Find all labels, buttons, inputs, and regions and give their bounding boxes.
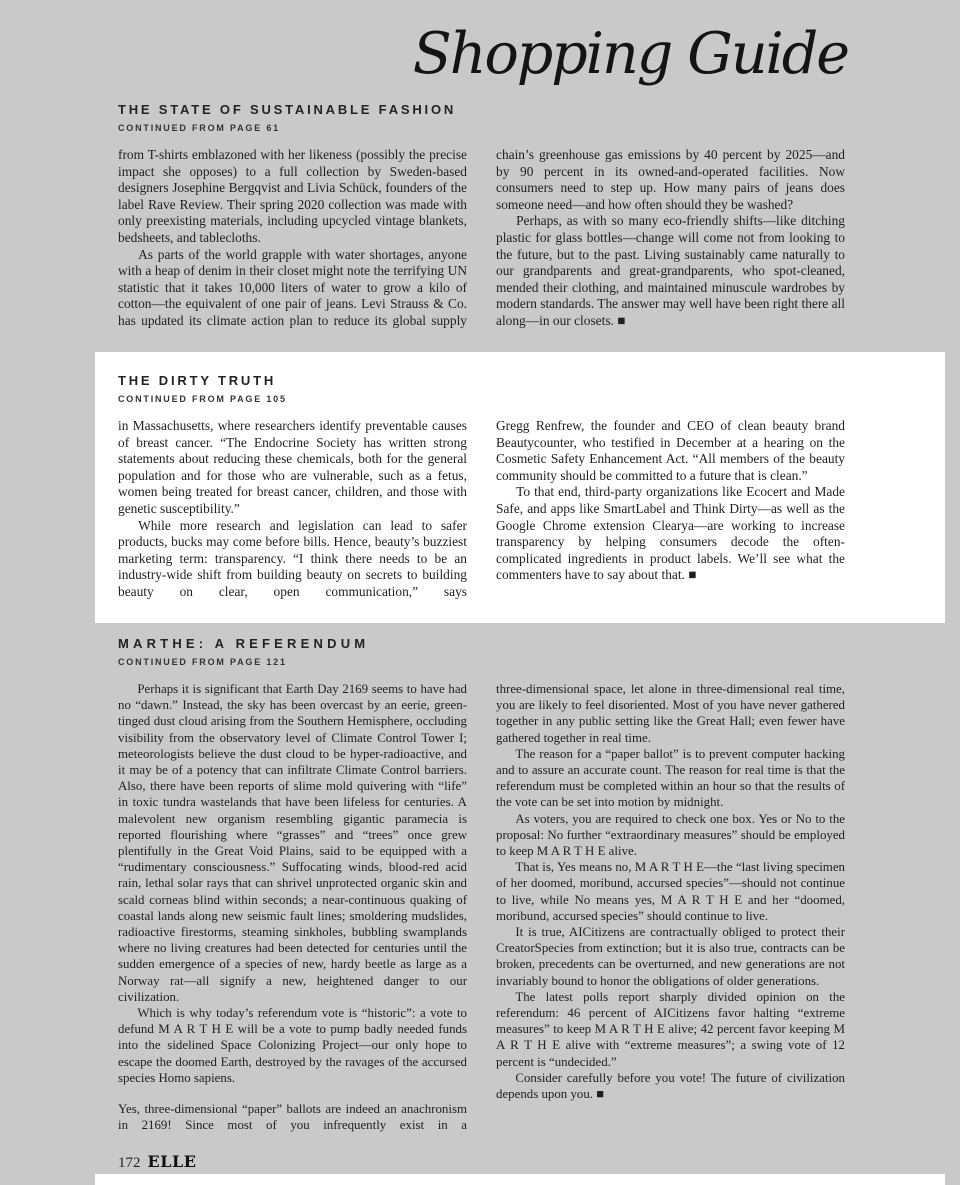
article-paragraph: While more research and legislation can lead to safer products, bucks may come before bills. Hence, beauty’s buzziest marketing term: transparency. “I think there needs to be an industry-wide shift from building beauty on secrets to building beauty on clear, open communication,” says — [118, 517, 467, 599]
article-title: MARTHE: A REFERENDUM — [118, 636, 370, 651]
article-paragraph: It is true, AICitizens are contractually obliged to protect their CreatorSpecies from extinction; but it is also true, contracts can be broken, precedents can be overturned, and new generations are not invariably bound to honor the obligations of older generations. — [496, 925, 845, 988]
page-number: 172 — [118, 1155, 141, 1171]
article-paragraph: Perhaps, as with so many eco-friendly shifts—like ditching plastic for glass bottles—change will come not from looking to the future, but to the past. Living sustainably came naturally to our grandparents and great-grandparents, who spot-cleaned, mended their clothing, and maintained minuscule wardrobes by modern standards. The answer may well have been right there all along—in our closets. ■ — [496, 213, 845, 328]
article-paragraph: As voters, you are required to check one box. Yes or No to the proposal: No further “extraordinary measures” should be employed to keep M A R T H E alive. — [496, 811, 845, 859]
continued-from-label: CONTINUED FROM PAGE 121 — [118, 657, 287, 667]
article-paragraph: three-dimensional space, let alone in three-dimensional real time, you are likely to feel disoriented. Most of you have never gathered together in any public setting like the Great Hall; even fewer have gathered together in real time. — [496, 682, 845, 745]
article-column-left — [118, 418, 467, 601]
article-paragraph: The reason for a “paper ballot” is to prevent computer hacking and to assure an accurate count. The reason for real time is that the referendum must be completed within an hour so that the results of the vote can be set into motion by midnight. — [496, 746, 845, 810]
article-title: THE DIRTY TRUTH — [118, 373, 277, 388]
article-column-left — [118, 681, 467, 1133]
article-columns — [118, 681, 845, 1133]
article-title: THE STATE OF SUSTAINABLE FASHION — [118, 102, 457, 117]
section-dirty-truth — [118, 373, 845, 601]
bottom-rule — [95, 1174, 945, 1185]
article-column-right — [496, 418, 845, 601]
article-columns — [118, 147, 845, 330]
article-paragraph: Consider carefully before you vote! The future of civilization depends upon you. ■ — [496, 1070, 845, 1102]
continued-from-label: CONTINUED FROM PAGE 105 — [118, 394, 287, 404]
article-column-right — [496, 147, 845, 330]
article-column-right — [496, 681, 845, 1133]
continued-from-label: CONTINUED FROM PAGE 61 — [118, 123, 280, 133]
section-marthe-referendum — [118, 636, 845, 1133]
elle-logo: ELLE — [147, 1152, 197, 1171]
article-columns — [118, 418, 845, 601]
article-paragraph: from T-shirts emblazoned with her likeness (possibly the precise impact she opposes) to a full collection by Sweden-based designers Josephine Bergqvist and Livia Schück, founders of the label Rave Review. Their spring 2020 collection was made with only preexisting materials, including upcycled vintage blankets, bedsheets, and tablecloths. — [118, 147, 467, 245]
article-paragraph: Perhaps it is significant that Earth Day 2169 seems to have had no “dawn.” Instead, the sky has been overcast by an eerie, green-tinged dust cloud arising from the Southern Hemisphere, occluding visibility from the observatory level of Climate Control Tower I; meteorologists believe the dust cloud to be hyper-radioactive, and it may be of a potency that can infiltrate Climate Control barriers. Also, there have been reports of slime mold quivering with “life” in toxic tundra wastelands that have been lifeless for centuries. A malevolent new organism resembling gigantic paramecia is reported flourishing where “grasses” and “trees” once grew plentifully in the Great Void Plains, said to be equipped with a “rudimentary consciousness.” Suffocating winds, blood-red acid rain, lethal solar rays that can shrivel unprotected organic skin and scald corneas blind within seconds; a near-continuous quaking of coastal lands along new seismic fault lines; smoldering mudslides, radioactive firestorms, steaming sinkholes, bubbling swamplands where no living creatures had been detected for centuries until the sudden emergence of a species of new, hardy beetle as large as a Norway rat—all signify a new, heightened danger to our civilization. — [118, 682, 467, 1004]
article-paragraph: Yes, three-dimensional “paper” ballots are indeed an anachronism in 2169! Since most of you infrequently exist in a — [118, 1102, 467, 1133]
article-paragraph: Gregg Renfrew, the founder and CEO of clean beauty brand Beautycounter, who testified in December at a hearing on the Cosmetic Safety Enhancement Act. “All members of the beauty community should be committed to a future that is clean.” — [496, 418, 845, 483]
masthead-title: Shopping Guide — [412, 21, 848, 87]
article-paragraph: chain’s greenhouse gas emissions by 40 percent by 2025—and by 90 percent in its owned-and-operated facilities. Now consumers need to step up. How many pairs of jeans does someone need—and how often should they be washed? — [496, 147, 845, 212]
article-paragraph: To that end, third-party organizations like Ecocert and Made Safe, and apps like SmartLabel and Think Dirty—as well as the Google Chrome extension Clearya—are working to increase transparency by helping consumers decode the often-complicated ingredients in product labels. We’ll see what the commenters have to say about that. ■ — [496, 484, 845, 583]
page-footer — [118, 1152, 196, 1172]
article-paragraph: Which is why today’s referendum vote is “historic”: a vote to defund M A R T H E will be a vote to pump badly needed funds into the sidelined Space Colonizing Project—our only hope to escape the doomed Earth, destroyed by the ravages of the accursed species Homo sapiens. — [118, 1006, 467, 1085]
article-column-left — [118, 147, 467, 330]
section-sustainable-fashion — [118, 102, 845, 330]
article-paragraph: in Massachusetts, where researchers identify preventable causes of breast cancer. “The Endocrine Society has written strong statements about reducing these chemicals, both for the general population and for those who are vulnerable, such as a fetus, women being treated for breast cancer, children, and those with genetic susceptibility.” — [118, 418, 467, 516]
highlight-panel — [95, 352, 945, 623]
article-paragraph: The latest polls report sharply divided opinion on the referendum: 46 percent of AICitizens favor halting “extreme measures” to keep M A R T H E alive; 42 percent favor keeping M A R T H E alive with “extreme measures”; a swing vote of 12 percent is “undecided.” — [496, 989, 845, 1069]
article-paragraph: As parts of the world grapple with water shortages, anyone with a heap of denim in their closet might note the terrifying UN statistic that it takes 10,000 liters of water to grow a kilo of cotton—the equivalent of one pair of jeans. Levi Strauss & Co. has updated its climate action plan to reduce its global supply — [118, 246, 467, 328]
article-paragraph: That is, Yes means no, M A R T H E—the “last living specimen of her doomed, moribund, accursed species”—should not continue to live, while No means yes, M A R T H E and her “doomed, moribund, accursed species” should continue to live. — [496, 860, 845, 923]
